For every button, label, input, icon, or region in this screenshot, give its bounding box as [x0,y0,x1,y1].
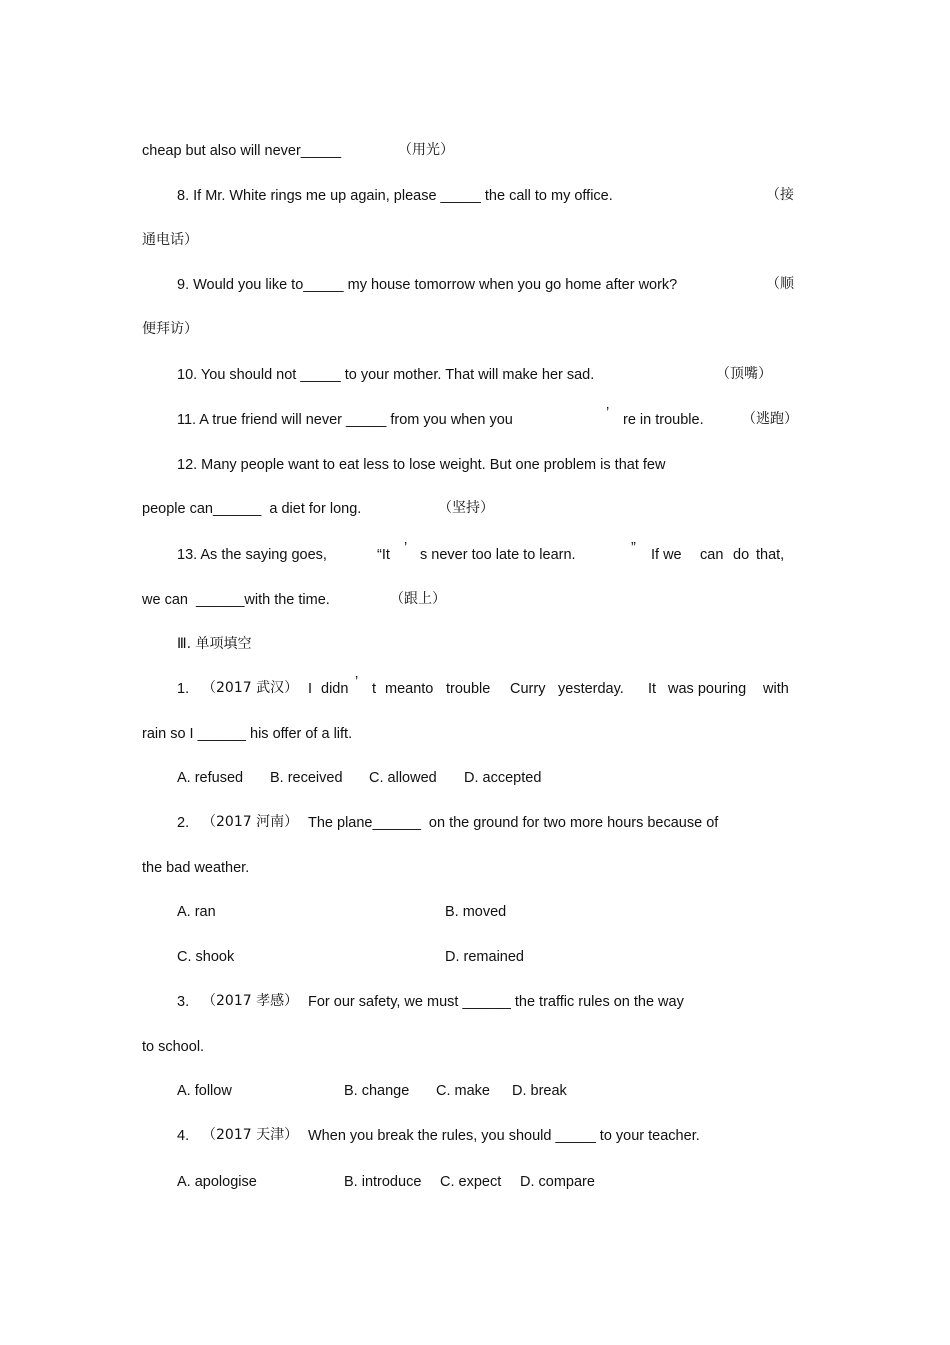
m3-option-a: A. follow [177,1083,232,1099]
m4-number: 4. [177,1128,190,1144]
m3-line2: to school. [142,1039,205,1055]
q13-part1: 13. As the saying goes, [177,547,327,563]
section-heading: Ⅲ. 单项填空 [177,636,252,652]
q11-hint: （逃跑） [742,411,798,427]
q13-line2: we can ______with the time. [142,592,330,608]
m1-word: It [648,681,657,697]
q11-text-a: 11. A true friend will never _____ from you when you [177,412,513,428]
q13-word-do: do [733,547,750,563]
m3-option-d: D. break [512,1083,567,1099]
m4-source: （2017 天津） [202,1127,299,1143]
m1-word: Curry [510,681,546,697]
m3-number: 3. [177,994,190,1010]
q13-hint: （跟上） [390,591,446,607]
m4-option-b: B. introduce [344,1174,422,1190]
m2-option-b: B. moved [445,904,507,920]
m2-line2: the bad weather. [142,860,250,876]
q13-word-if-we: If we [651,547,682,563]
q13-part2: s never too late to learn. [420,547,576,563]
q11-apostrophe: ’ [606,405,610,421]
q13-word-can: can [700,547,724,563]
m3-text: For our safety, we must ______ the traffic rules on the way [308,994,684,1010]
m3-source: （2017 孝感） [202,993,299,1009]
m4-option-a: A. apologise [177,1174,257,1190]
m1-option-b: B. received [270,770,343,786]
m1-option-c: C. allowed [369,770,437,786]
m1-word: trouble [446,681,491,697]
m2-option-c: C. shook [177,949,235,965]
q7-hint: （用光） [398,142,454,158]
m1-line2: rain so I ______ his offer of a lift. [142,726,353,742]
q7-text: cheap but also will never_____ [142,143,342,159]
m4-option-d: D. compare [520,1174,595,1190]
m1-word: with [763,681,789,697]
q12-hint: （坚持） [438,500,494,516]
m1-number: 1. [177,681,190,697]
q8-hint-a: （接 [766,187,794,203]
q12-line1: 12. Many people want to eat less to lose weight. But one problem is that few [177,457,666,473]
m1-option-a: A. refused [177,770,244,786]
q8-text: 8. If Mr. White rings me up again, please _____ the call to my office. [177,188,613,204]
q10-text: 10. You should not _____ to your mother. That will make her sad. [177,367,595,383]
q9-text: 9. Would you like to_____ my house tomorrow when you go home after work? [177,277,678,293]
q12-line2: people can______ a diet for long. [142,501,362,517]
m4-text: When you break the rules, you should _____ to your teacher. [308,1128,700,1144]
q13-quote-close: ” [631,540,636,556]
m2-option-d: D. remained [445,949,524,965]
m2-text: The plane______ on the ground for two more hours because of [308,815,719,831]
m2-option-a: A. ran [177,904,216,920]
m3-option-c: C. make [436,1083,490,1099]
m1-word: didn [321,681,349,697]
m1-word: meanto [385,681,434,697]
q13-apostrophe: ’ [404,540,408,556]
m3-option-b: B. change [344,1083,410,1099]
q11-text-b: re in trouble. [623,412,704,428]
m2-source: （2017 河南） [202,814,299,830]
m1-word: t [372,681,377,697]
m1-apostrophe: ’ [355,674,359,690]
m4-option-c: C. expect [440,1174,502,1190]
q9-hint-b: 便拜访） [142,321,198,337]
m2-number: 2. [177,815,190,831]
q13-word-that: that, [756,547,785,563]
q8-hint-b: 通电话） [142,232,198,248]
q9-hint-a: （顺 [766,276,794,292]
q13-quote-open: “It [377,547,390,563]
m1-option-d: D. accepted [464,770,542,786]
m1-word: I [308,681,313,697]
q10-hint: （顶嘴） [716,366,772,382]
m1-word: was pouring [668,681,747,697]
m1-word: yesterday. [558,681,624,697]
m1-source: （2017 武汉） [202,680,299,696]
